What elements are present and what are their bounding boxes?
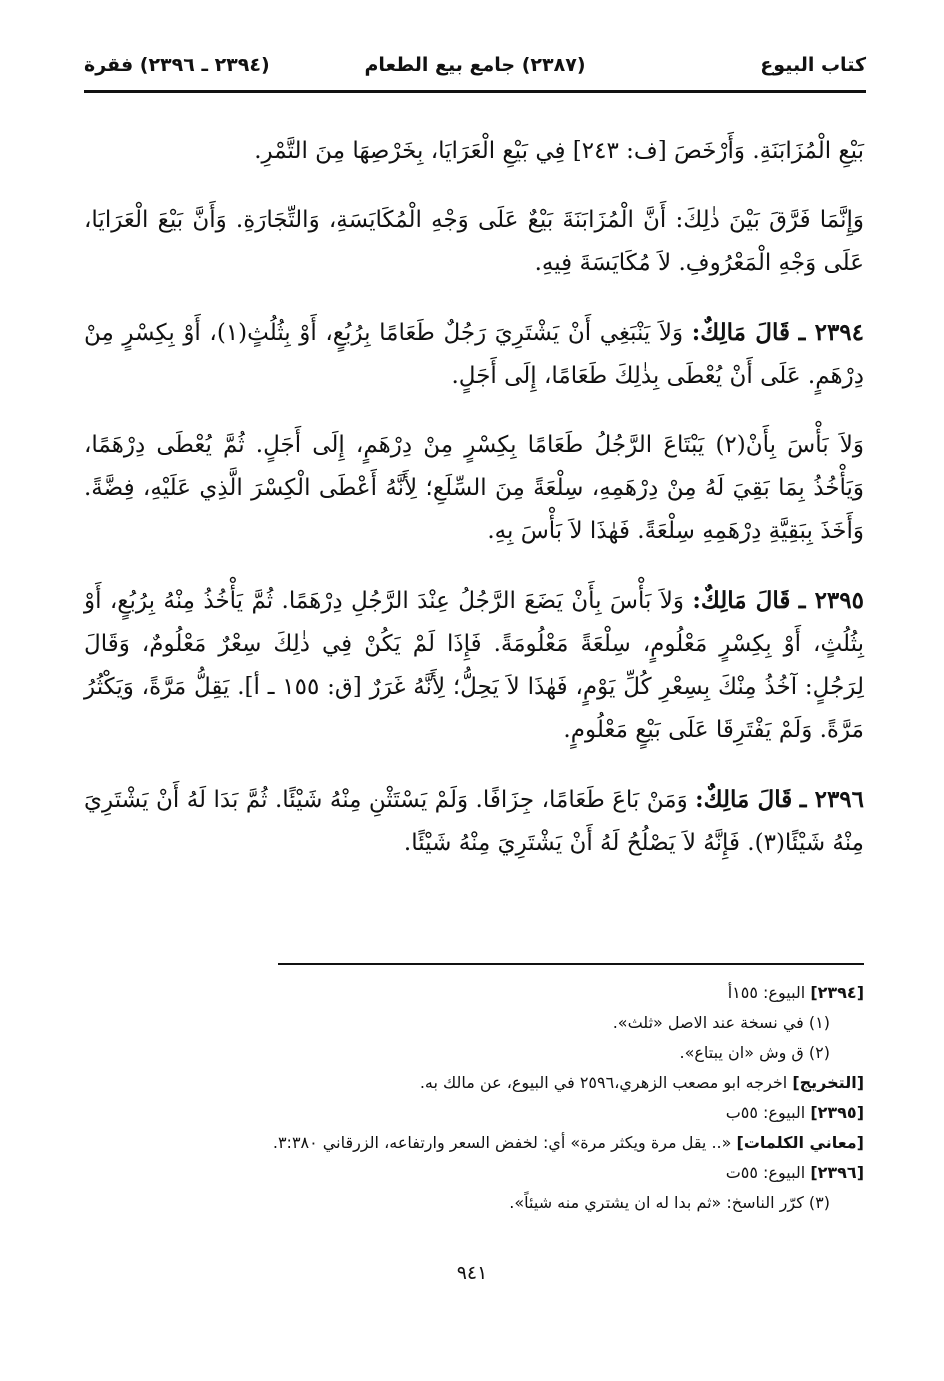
footnote-text: «.. يقل مرة ويكثر مرة» أي: لخفض السعر وارتفاعه، الزرقاني ٣:٣٨٠.	[272, 1133, 732, 1152]
footnotes	[84, 978, 864, 1218]
footnote-tag: [٢٣٩٦]	[810, 1163, 864, 1182]
paragraph	[84, 311, 864, 398]
footnote-text: (٢) ق وش «ان يبتاع».	[679, 1043, 830, 1062]
paragraph-number: ٢٣٩٦ ـ	[799, 786, 865, 813]
paragraph-speaker: قَالَ مَالِكٌ:	[692, 587, 791, 614]
footnote-divider	[278, 963, 864, 965]
footnote-line	[84, 1128, 864, 1158]
footnote-tag: [٢٣٩٥]	[810, 1103, 864, 1122]
paragraph-number: ٢٣٩٥ ـ	[798, 587, 864, 614]
paragraph	[84, 199, 864, 285]
footnote-text: البيوع: ٥٥ت	[725, 1163, 806, 1182]
footnote-text: البيوع: ٥٥ب	[725, 1103, 806, 1122]
paragraph-text: وَلاَ يَنْبَغِي أَنْ يَشْتَرِيَ رَجُلٌ طَعَامًا بِرُبُعٍ، أَوْ بِثُلُثٍ(١)، أَوْ بِكِسْرٍ مِنْ دِرْهَمٍ. عَلَى أَنْ يُعْطَى بِذٰلِكَ طَعَامًا، إِلَى أَجَلٍ.	[84, 320, 864, 389]
paragraph-text: وَمَنْ بَاعَ طَعَامًا، جِزَافًا. وَلَمْ يَسْتَثْنِ مِنْهُ شَيْئًا. ثُمَّ بَدَا لَهُ أَنْ يَشْتَرِيَ مِنْهُ شَيْئًا(٣). فَإِنَّهُ لاَ يَصْلُحُ لَهُ أَنْ يَشْتَرِيَ مِنْهُ شَيْئًا.	[84, 787, 864, 856]
paragraph-text: وَلاَ بَأْسَ بِأَنْ يَضَعَ الرَّجُلُ عِنْدَ الرَّجُلِ دِرْهَمًا. ثُمَّ يَأْخُذُ مِنْهُ بِرُبُعٍ، أَوْ بِثُلُثٍ، أَوْ بِكِسْرٍ مَعْلُومٍ، سِلْعَةً مَعْلُومَةً. فَإِذَا لَمْ يَكُنْ فِي ذٰلِكَ سِعْرٌ مَعْلُومٌ، وَقَالَ لِرَجُلٍ: آخُذُ مِنْكَ بِسِعْرِ كُلِّ يَوْمٍ، فَهٰذَا لاَ يَحِلُّ؛ لِأَنَّهُ غَرَرٌ [ق: ١٥٥ ـ أ]. يَقِلُّ مَرَّةً، وَيَكْثُرُ مَرَّةً. وَلَمْ يَفْتَرِقَا عَلَى بَيْعٍ مَعْلُومٍ.	[84, 588, 865, 743]
header-book-title: كتاب البيوع	[760, 54, 866, 76]
running-header	[84, 50, 866, 86]
page-number: ٩٤١	[456, 1262, 488, 1284]
paragraph-text: بَيْعِ الْمُزَابَنَةِ. وَأَرْخَصَ [ف: ٢٤٣] فِي بَيْعِ الْعَرَايَا، بِخَرْصِهَا مِنَ التَّمْرِ.	[254, 138, 864, 164]
footnote-tag: [معاني الكلمات]	[736, 1133, 864, 1152]
footnote-text: البيوع: ١٥٥أ	[727, 983, 806, 1002]
footnote-line	[84, 1098, 864, 1128]
paragraph-speaker: قَالَ مَالِكٌ:	[695, 786, 793, 813]
footnote-line	[84, 1068, 864, 1098]
paragraph	[84, 778, 864, 865]
paragraph-text: وَإِنَّمَا فَرَّقَ بَيْنَ ذٰلِكَ: أَنَّ الْمُزَابَنَةَ بَيْعٌ عَلَى وَجْهِ الْمُكَايَسَةِ، وَالتِّجَارَةِ. وَأَنَّ بَيْعَ الْعَرَايَا، عَلَى وَجْهِ الْمَعْرُوفِ. لاَ مُكَايَسَةَ فِيهِ.	[84, 207, 864, 276]
footnote-line	[84, 978, 864, 1008]
footnote-line	[84, 1158, 864, 1188]
header-chapter-title: (٢٣٨٧) جامع بيع الطعام	[364, 54, 586, 76]
footnote-text: (٣) كرّر الناسخ: «ثم بدا له ان يشتري منه شيئاً».	[509, 1193, 830, 1212]
footnote-line	[84, 1008, 864, 1038]
footnote-text: اخرجه ابو مصعب الزهري،٢٥٩٦ في البيوع، عن مالك به.	[419, 1073, 788, 1092]
footnote-line	[84, 1038, 864, 1068]
footnote-tag: [التخريج]	[792, 1073, 864, 1092]
footnote-tag: [٢٣٩٤]	[810, 983, 864, 1002]
paragraph-speaker: قَالَ مَالِكٌ:	[691, 319, 790, 346]
paragraph	[84, 130, 864, 173]
header-paragraph-range: (٢٣٩٤ ـ ٢٣٩٦) فقرة	[84, 54, 270, 76]
footnote-line	[84, 1188, 864, 1218]
main-text	[84, 130, 864, 891]
paragraph	[84, 579, 864, 752]
paragraph-text: وَلاَ بَأْسَ بِأَنْ(٢) يَبْتَاعَ الرَّجُلُ طَعَامًا بِكِسْرٍ مِنْ دِرْهَمٍ، إِلَى أَجَلٍ. ثُمَّ يُعْطَى دِرْهَمًا، وَيَأْخُذُ بِمَا بَقِيَ لَهُ مِنْ دِرْهَمِهِ، سِلْعَةً مِنَ السِّلَعِ؛ لِأَنَّهُ أَعْطَى الْكِسْرَ الَّذِي عَلَيْهِ، فِضَّةً. وَأَخَذَ بِبَقِيَّةِ دِرْهَمِهِ سِلْعَةً. فَهٰذَا لاَ بَأْسَ بِهِ.	[84, 432, 864, 544]
paragraph	[84, 424, 864, 553]
header-divider	[84, 90, 866, 93]
paragraph-number: ٢٣٩٤ ـ	[798, 319, 865, 346]
footnote-text: (١) في نسخة عند الاصل «ثلث».	[612, 1013, 830, 1032]
